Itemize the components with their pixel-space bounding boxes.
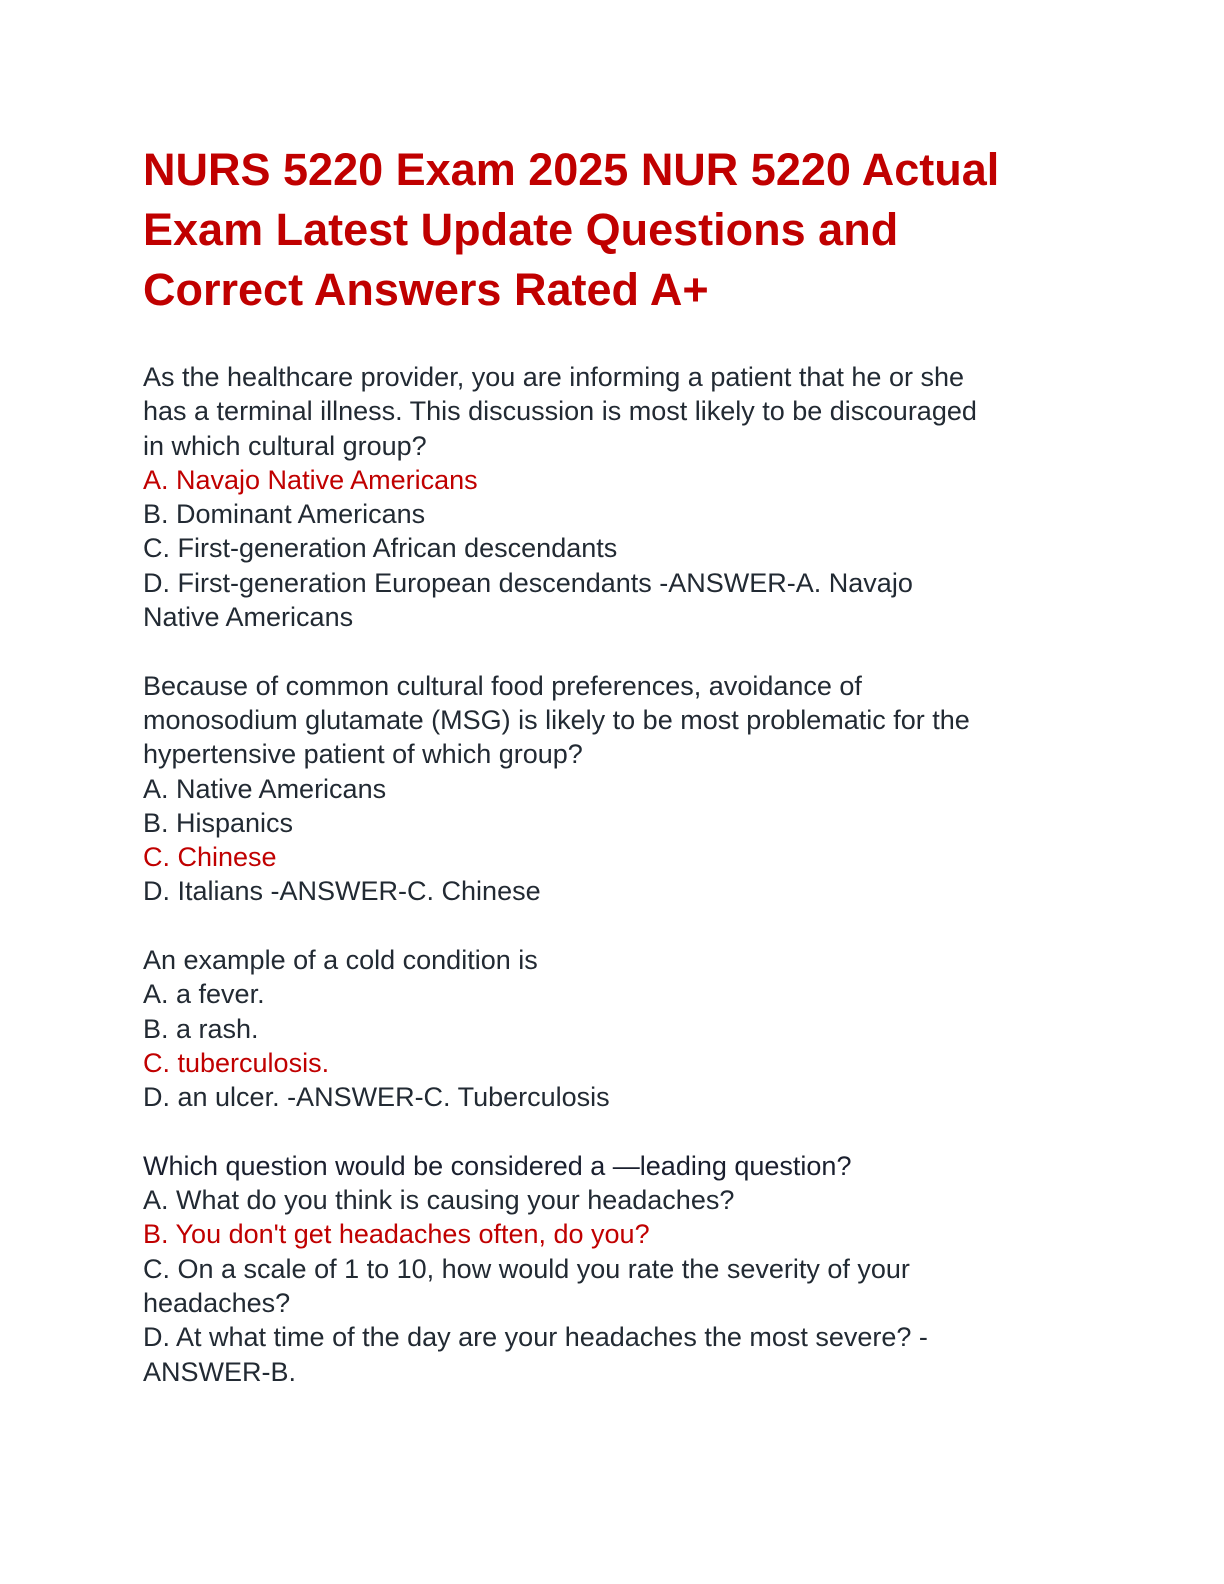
answer-option: C. On a scale of 1 to 10, how would you rate the severity of your	[143, 1253, 910, 1284]
title-line: NURS 5220 Exam 2025 NUR 5220 Actual	[143, 144, 1000, 195]
question-1	[143, 360, 1083, 634]
question-stem-line: monosodium glutamate (MSG) is likely to be most problematic for the	[143, 704, 970, 735]
answer-option-correct: B. You don't get headaches often, do you?	[143, 1219, 650, 1250]
question-stem-line: Because of common cultural food preferences, avoidance of	[143, 670, 862, 701]
answer-option-correct: C. tuberculosis.	[143, 1047, 330, 1078]
answer-option-correct: C. Chinese	[143, 842, 277, 873]
answer-option-continuation: headaches?	[143, 1288, 291, 1319]
answer-option: A. What do you think is causing your headaches?	[143, 1185, 735, 1216]
document-title	[143, 140, 1083, 320]
question-stem-line: As the healthcare provider, you are informing a patient that he or she	[143, 362, 964, 392]
question-4	[143, 1149, 1083, 1389]
question-stem-line: Which question would be considered a —leading question?	[143, 1150, 852, 1181]
question-stem-line: An example of a cold condition is	[143, 945, 538, 976]
question-stem-line: hypertensive patient of which group?	[143, 739, 583, 770]
answer-option: A. a fever.	[143, 979, 265, 1010]
document-page	[143, 140, 1083, 1389]
question-3	[143, 943, 1083, 1114]
question-stem-line: has a terminal illness. This discussion is most likely to be discouraged	[143, 396, 977, 427]
question-stem-line: in which cultural group?	[143, 430, 427, 461]
answer-option: D. First-generation European descendants -ANSWER-A. Navajo	[143, 567, 913, 598]
answer-key-continuation: ANSWER-B.	[143, 1356, 297, 1387]
question-2	[143, 669, 1083, 909]
answer-option-correct: A. Navajo Native Americans	[143, 464, 478, 495]
title-line: Correct Answers Rated A+	[143, 264, 709, 315]
answer-option: A. Native Americans	[143, 773, 387, 804]
answer-option: D. At what time of the day are your headaches the most severe? -	[143, 1322, 928, 1353]
answer-option: C. First-generation African descendants	[143, 533, 618, 564]
answer-option: B. Dominant Americans	[143, 499, 426, 530]
answer-option: B. a rash.	[143, 1013, 259, 1044]
answer-option: B. Hispanics	[143, 807, 294, 838]
answer-key-continuation: Native Americans	[143, 602, 354, 633]
answer-option: D. an ulcer. -ANSWER-C. Tuberculosis	[143, 1082, 610, 1113]
title-line: Exam Latest Update Questions and	[143, 204, 899, 255]
answer-option: D. Italians -ANSWER-C. Chinese	[143, 876, 541, 907]
